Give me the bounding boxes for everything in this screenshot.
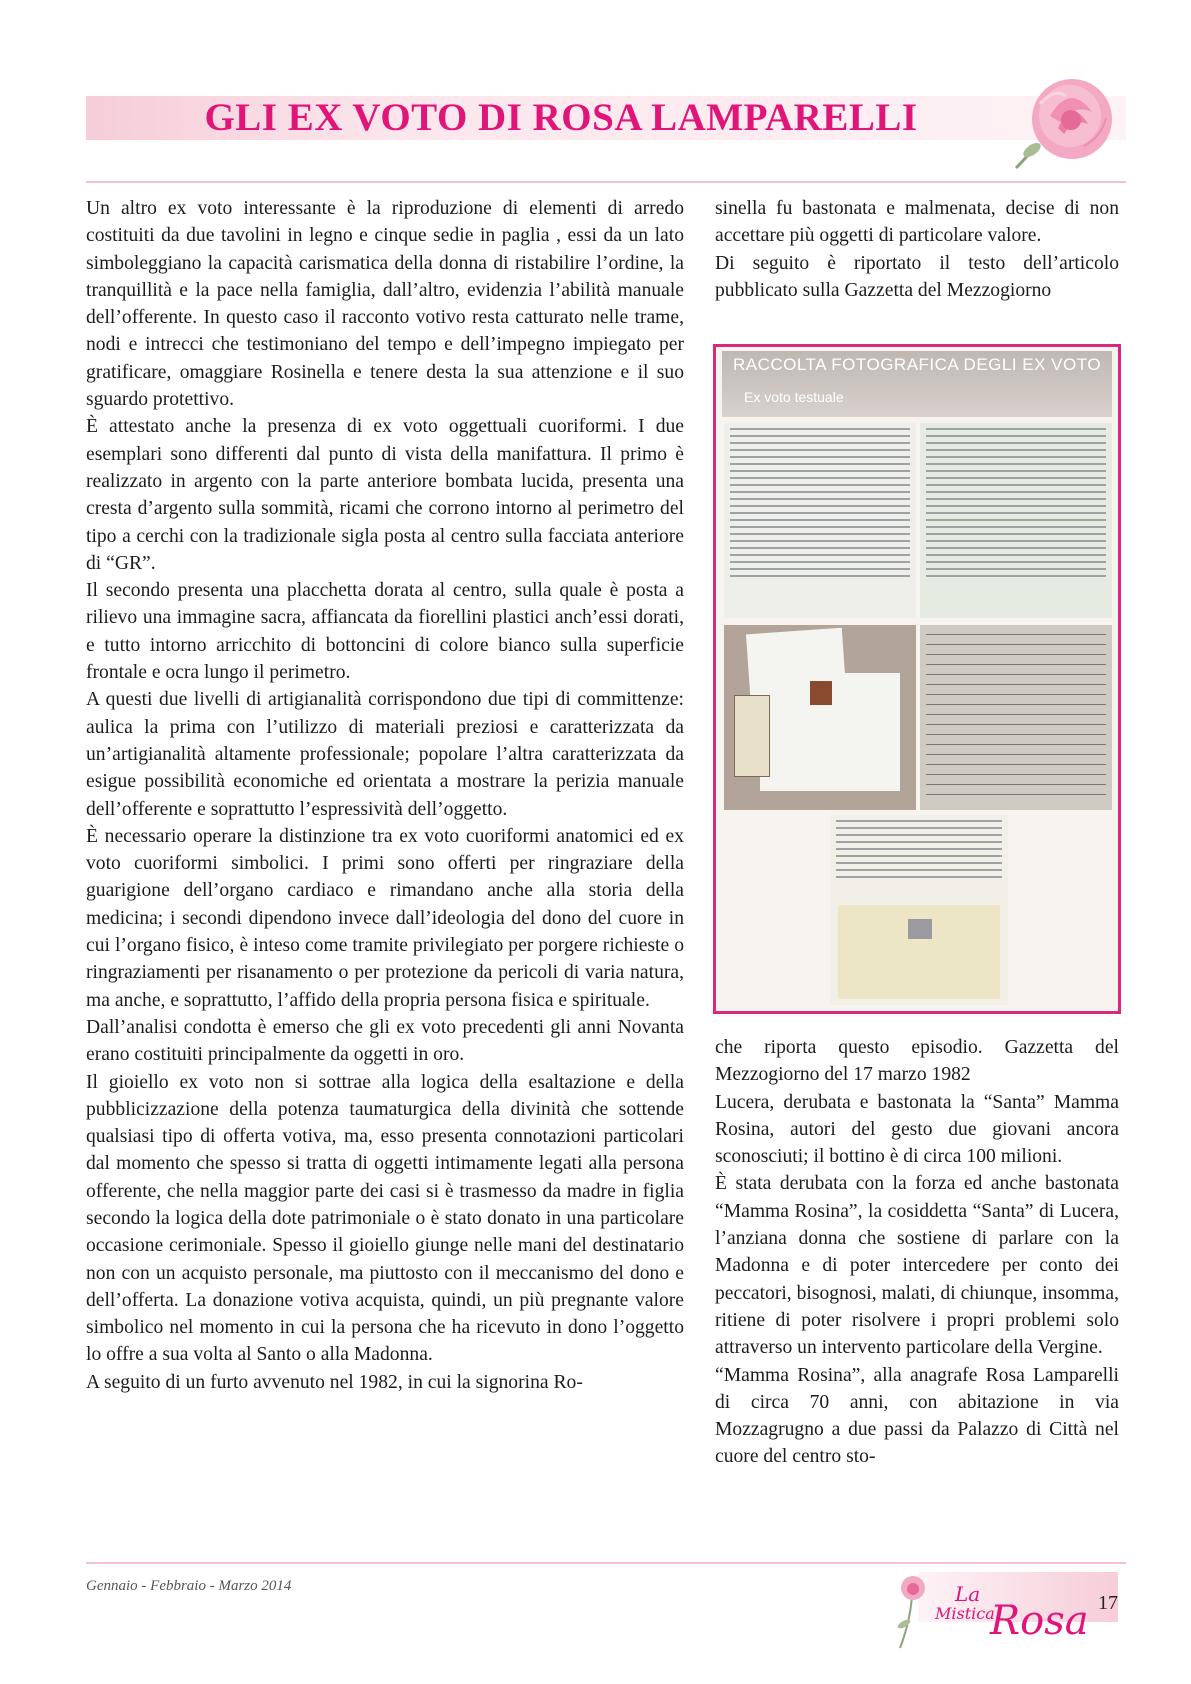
paragraph: “Mamma Rosina”, alla anagrafe Rosa Lamparelli di circa 70 anni, con abitazione in via Mozzagrugno a due passi da Palazzo di Città nel cuore del centro sto- bbox=[715, 1364, 1119, 1468]
footer-divider bbox=[86, 1562, 1126, 1564]
photo-collage bbox=[713, 344, 1121, 1014]
header-divider bbox=[86, 181, 1126, 183]
brand-logo-la: La bbox=[955, 1582, 981, 1606]
left-column bbox=[86, 195, 684, 1396]
page-title: GLI EX VOTO DI ROSA LAMPARELLI bbox=[204, 96, 918, 139]
paragraph: Dall’analisi condotta è emerso che gli ex voto precedenti gli anni Novanta erano costituiti principalmente da oggetti in oro. bbox=[86, 1016, 684, 1066]
rose-icon bbox=[1010, 64, 1128, 174]
paragraph: sinella fu bastonata e malmenata, decise di non accettare più oggetti di particolare valore. bbox=[715, 198, 1119, 247]
paragraph: A questi due livelli di artigianalità corrispondono due tipi di committenze: aulica la prima con l’utilizzo di materiali preziosi e caratterizzata da un’artigianalità altamente professionale; popolare l’altra caratterizzata da esigue possibilità economiche ed orientata a mostrare la perizia manuale dell’offerente e soprattutto l’espressività dell’oggetto. bbox=[86, 689, 684, 820]
paragraph: Il secondo presenta una placchetta dorata al centro, sulla quale è posta a rilievo una immagine sacra, affiancata da fiorellini plastici anch’essi dorati, e tutto intorno arricchito di bottoncini di colore bianco sulla superficie frontale e ocra lungo il perimetro. bbox=[86, 580, 684, 684]
photo-subtitle: Ex voto testuale bbox=[744, 389, 844, 405]
right-column-top bbox=[715, 195, 1119, 304]
paragraph: Lucera, derubata e bastonata la “Santa” Mamma Rosina, autori del gesto due giovani ancora sconosciuti; il bottino è di circa 100 milioni. bbox=[715, 1091, 1119, 1168]
right-column-bottom bbox=[715, 1034, 1119, 1471]
paragraph: Un altro ex voto interessante è la riproduzione di elementi di arredo costituiti da due tavolini in legno e cinque sedie in paglia , essi da un lato simboleggiano la capacità carismatica della donna di ristabilire l’ordine, la tranquillità e la pace nella famiglia, dall’altro, evidenzia l’abilità manuale dell’offerente. In questo caso il racconto votivo resta catturato nelle trame, nodi e intrecci che testimoniano del tempo e dell’impegno impiegato per gratificare, omaggiare Rosinella e tenere desta la sua attenzione e il suo sguardo protettivo. bbox=[86, 198, 684, 411]
document-photo bbox=[724, 423, 916, 618]
page-number: 17 bbox=[1098, 1592, 1118, 1614]
paragraph: È stata derubata con la forza ed anche bastonata “Mamma Rosina”, la cosiddetta “Santa” di Lucera, l’anziana donna che sostiene di parlare con la Madonna e di poter intercedere per conto dei peccatori, bisognosi, malati, di chiunque, insomma, ritiene di poter risolvere i propri problemi solo attraverso un intervento particolare della Vergine. bbox=[715, 1173, 1119, 1359]
issue-date: Gennaio - Febbraio - Marzo 2014 bbox=[86, 1578, 292, 1594]
brand-logo-mistica: Mistica bbox=[935, 1604, 995, 1623]
brand-logo-rosa: Rosa bbox=[990, 1598, 1089, 1644]
paragraph: Di seguito è riportato il testo dell’articolo pubblicato sulla Gazzetta del Mezzogiorno bbox=[715, 252, 1119, 301]
photo-title: RACCOLTA FOTOGRAFICA DEGLI EX VOTO bbox=[732, 355, 1102, 374]
paragraph: È attestato anche la presenza di ex voto oggettuali cuoriformi. I due esemplari sono differenti dal punto di vista della manifattura. Il primo è realizzato in argento con la parte anteriore bombata lucida, presenta una cresta d’argento sulla sommità, ricami che corrono intorno al perimetro del tipo a cerchi con la tradizionale sigla posta al centro sulla facciata anteriore di “GR”. bbox=[86, 416, 684, 574]
document-photo bbox=[830, 815, 1008, 1005]
document-photo bbox=[920, 423, 1112, 618]
paragraph: che riporta questo episodio. Gazzetta del Mezzogiorno del 17 marzo 1982 bbox=[715, 1037, 1119, 1086]
paragraph: Il gioiello ex voto non si sottrae alla logica della esaltazione e della pubblicizzazione della potenza taumaturgica della divinità che sottende qualsiasi tipo di offerta votiva, ma, esso presenta connotazioni particolari dal momento che spesso si tratta di oggetti intimamente legati alla persona offerente, che nella maggior parte dei casi si è trasmesso da madre in figlia secondo la logica della dote patrimoniale o è stato donato in una particolare occasione cerimoniale. Spesso il gioiello giunge nelle mani del destinatario non con un acquisto personale, ma piuttosto con il meccanismo del dono e dell’offerta. La donazione votiva acquista, quindi, un più pregnante valore simbolico nel momento in cui la persona che ha ricevuto in dono l’oggetto lo offre a sua volta al Santo o alla Madonna. bbox=[86, 1071, 684, 1366]
photo-header bbox=[722, 351, 1112, 417]
paragraph: È necessario operare la distinzione tra ex voto cuoriformi anatomici ed ex voto cuoriformi simbolici. I primi sono offerti per ringraziare della guarigione dell’organo cardiaco e rimandano anche alla storia della medicina; i secondi dipendono invece dall’ideologia del dono del cuore in cui l’organo fisico, è inteso come tramite privilegiato per porgere richieste o ringraziamenti per risanamento o per protezione da pericoli di varia natura, ma anche, e soprattutto, l’affido della propria persona fisica e spirituale. bbox=[86, 825, 684, 1011]
paragraph: A seguito di un furto avvenuto nel 1982, in cui la signorina Ro- bbox=[86, 1371, 583, 1393]
rose-icon bbox=[886, 1572, 940, 1652]
handwritten-letter-photo bbox=[920, 625, 1112, 810]
letters-photo bbox=[724, 625, 916, 810]
